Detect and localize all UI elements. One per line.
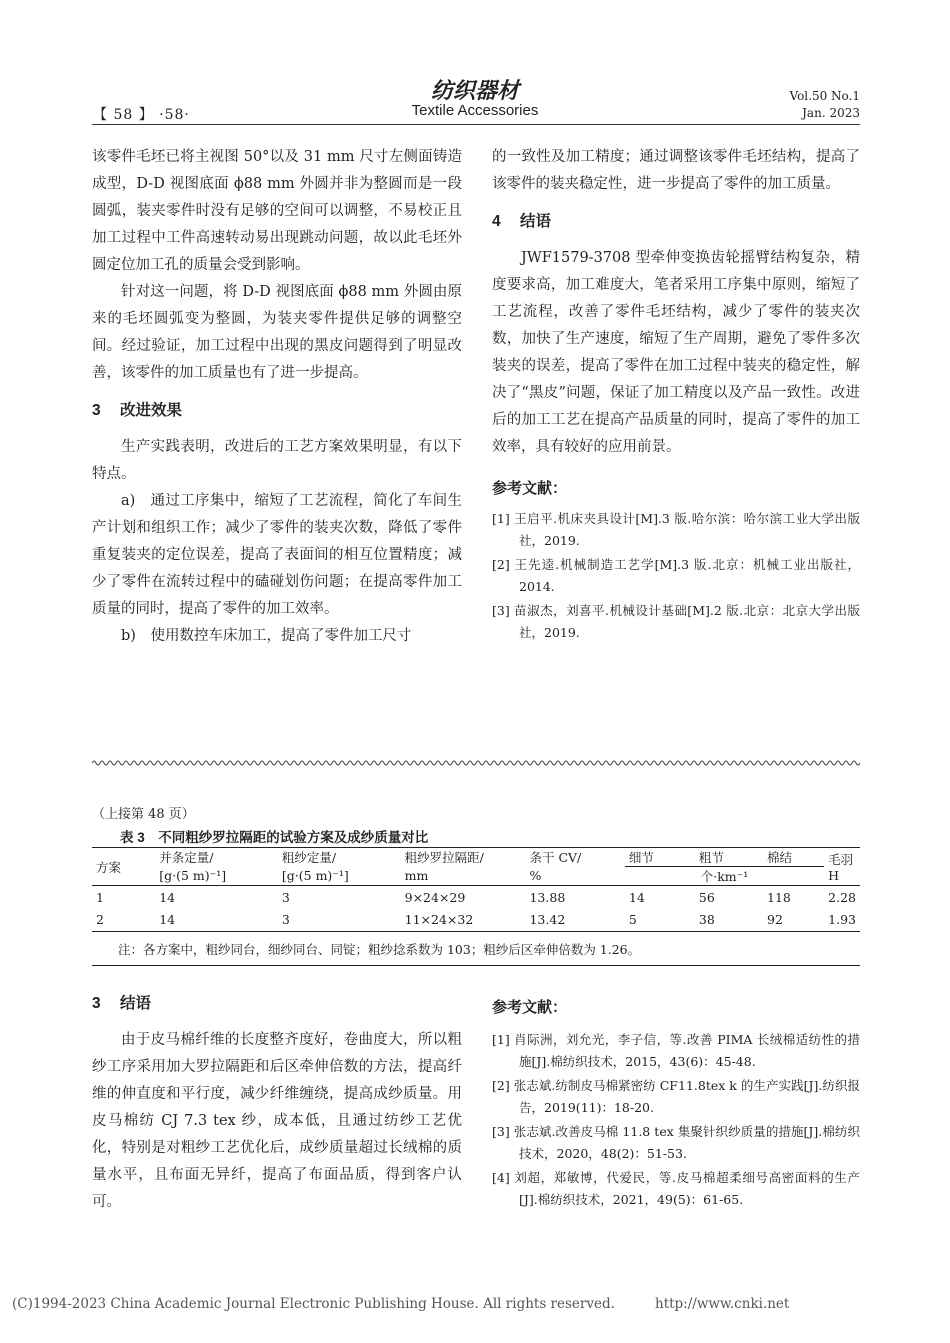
col-header: 粗纱罗拉隔距/	[404, 850, 484, 866]
reference-item: [3] 苗淑杰，刘喜平.机械设计基础[M].2 版.北京：北京大学出版社，2019.	[492, 603, 860, 640]
page-number: 【 58 】 ·58·	[93, 107, 190, 123]
volume: Vol.50 No.1	[789, 89, 860, 103]
paragraph: 针对这一问题，将 D-D 视图底面 ϕ88 mm 外圆由原来的毛坯圆弧变为整圆，为装夹零件提供足够的调整空间。经过验证，加工过程中出现的黑皮问题得到了明显改善，该零件的加工质量也有了进一步提高。	[92, 284, 462, 381]
table-cell: 9×24×29	[404, 889, 466, 905]
table-cell: 5	[628, 912, 637, 928]
wave-divider	[92, 757, 860, 769]
table-cell: 1.93	[828, 912, 856, 928]
copyright: (C)1994-2023 China Academic Journal Electronic Publishing House. All rights reserved.	[12, 1296, 615, 1312]
col-header: 条干 CV/	[529, 850, 582, 866]
issue-info	[770, 88, 860, 122]
col-header-unit: [g·(5 m)⁻¹]	[159, 868, 227, 884]
continued-note: （上接第 48 页）	[92, 807, 195, 822]
table-title: 表 3 不同粗纱罗拉隔距的试验方案及成纱质量对比	[120, 830, 429, 845]
right-column-bottom	[492, 994, 860, 1213]
data-table	[92, 847, 860, 966]
table-cell: 14	[628, 889, 645, 905]
table-cell: 13.88	[529, 889, 566, 905]
col-header-unit: mm	[404, 868, 429, 884]
reference-item: [1] 肖际洲，刘允光，李子信，等.改善 PIMA 长绒棉适纺性的措施[J].棉纺织技术，2015，43(6)：45-48.	[492, 1032, 860, 1069]
table-cell: 11×24×32	[404, 912, 474, 928]
col-header: 毛羽 H	[828, 852, 854, 883]
col-header: 粗节	[695, 848, 763, 867]
table-cell: 2.28	[828, 889, 856, 905]
col-header: 粗纱定量/	[281, 850, 337, 866]
list-item: a) 通过工序集中，缩短了工艺流程，简化了车间生产计划和组织工作；减少了零件的装夹次数，降低了零件重复装夹的定位误差，提高了表面间的相互位置精度；减少了零件在流转过程中的磕碰划伤问题；在提高零件加工质量的同时，提高了零件的加工效率。	[92, 493, 462, 617]
paragraph: 该零件毛坯已将主视图 50°以及 31 mm 尺寸左侧面铸造成型，D-D 视图底面 ϕ88 mm 外圆并非为整圆而是一段圆弧，装夹零件时没有足够的空间可以调整，不易校正且加工过程中工件高速转动易出现跳动问题，故以此毛坯外圆定位加工孔的质量会受到影响。	[92, 149, 462, 273]
col-header: 并条定量/	[159, 850, 214, 866]
col-header: 方案	[96, 859, 122, 875]
table-row	[92, 909, 860, 932]
right-column-top	[492, 144, 860, 646]
paragraph: 生产实践表明，改进后的工艺方案效果明显，有以下特点。	[92, 439, 462, 482]
left-column-top	[92, 144, 462, 650]
section-heading: 3 结语	[92, 995, 152, 1012]
reference-item: [2] 张志斌.纺制皮马棉紧密纺 CF11.8tex k 的生产实践[J].纺织报告，2019(11)：18-20.	[492, 1078, 860, 1115]
table-cell: 118	[767, 889, 791, 905]
paragraph: 的一致性及加工精度；通过调整该零件毛坯结构，提高了该零件的装夹稳定性，进一步提高了零件的加工质量。	[492, 149, 860, 192]
table-cell: 2	[96, 912, 104, 928]
col-header-unit: [g·(5 m)⁻¹]	[281, 868, 349, 884]
table-cell: 3	[281, 912, 290, 928]
col-header-unit: %	[529, 868, 542, 884]
reference-item: [3] 张志斌.改善皮马棉 11.8 tex 集聚针织纱质量的措施[J].棉纺织技术，2020，48(2)：51-53.	[492, 1124, 860, 1161]
table-cell: 38	[698, 912, 715, 928]
journal-title-en: Textile Accessories	[411, 102, 539, 119]
references-heading: 参考文献：	[492, 999, 568, 1016]
section-heading: 4 结语	[492, 213, 552, 230]
section-heading: 3 改进效果	[92, 402, 183, 419]
footer-url[interactable]: http://www.cnki.net	[655, 1296, 790, 1312]
journal-logo: 纺织器材	[430, 78, 519, 104]
left-column-bottom	[92, 990, 462, 1216]
table-note: 注：各方案中，粗纱同台，细纱同台、同锭；粗纱捻系数为 103；粗纱后区牵伸倍数为 1.26。	[118, 941, 641, 957]
reference-item: [4] 刘超，郑敏博，代爱民，等.皮马棉超柔细号高密面料的生产[J].棉纺织技术，2021，49(5)：61-65.	[492, 1170, 860, 1207]
col-header: 细节	[625, 848, 695, 867]
issue-date: Jan. 2023	[802, 106, 860, 120]
table-cell: 14	[159, 912, 176, 928]
table-cell: 14	[159, 889, 176, 905]
table-cell: 56	[698, 889, 715, 905]
references-heading: 参考文献：	[492, 480, 568, 497]
table-cell: 92	[767, 912, 783, 928]
paragraph: JWF1579-3708 型牵伸变换齿轮摇臂结构复杂，精度要求高，加工难度大，笔者采用工序集中原则，缩短了工艺流程，改善了零件毛坯结构，减少了零件的装夹次数，加快了生产速度，缩短了生产周期，避免了零件多次装夹的误差，提高了零件在加工过程中装夹的稳定性，解决了“黑皮”问题，保证了加工精度以及产品一致性。改进后的加工工艺在提高产品质量的同时，提高了零件的加工效率，具有较好的应用前景。	[492, 250, 860, 455]
col-header: 棉结	[763, 848, 824, 867]
col-header-unit: 个·km⁻¹	[700, 869, 749, 884]
reference-item: [1] 王启平.机床夹具设计[M].3 版.哈尔滨：哈尔滨工业大学出版社，2019.	[492, 511, 860, 548]
header-rule	[92, 124, 860, 125]
table-cell: 3	[281, 889, 290, 905]
list-item: b) 使用数控车床加工，提高了零件加工尺寸	[121, 628, 412, 644]
reference-item: [2] 王先逵.机械制造工艺学[M].3 版.北京：机械工业出版社，2014.	[492, 557, 860, 594]
table-cell: 13.42	[529, 912, 566, 928]
table-cell: 1	[96, 889, 104, 905]
table-row	[92, 886, 860, 909]
paragraph: 由于皮马棉纤维的长度整齐度好，卷曲度大，所以粗纱工序采用加大罗拉隔距和后区牵伸倍数的方法，提高纤维的伸直度和平行度，减少纤维缠绕，提高成纱质量。用皮马棉纺 CJ 7.3 tex 纱，成本低，且通过纺纱工艺优化，特别是对粗纱工艺优化后，成纱质量超过长绒棉的质量水平，且布面无异纤，提高了布面品质，得到客户认可。	[92, 1032, 462, 1210]
